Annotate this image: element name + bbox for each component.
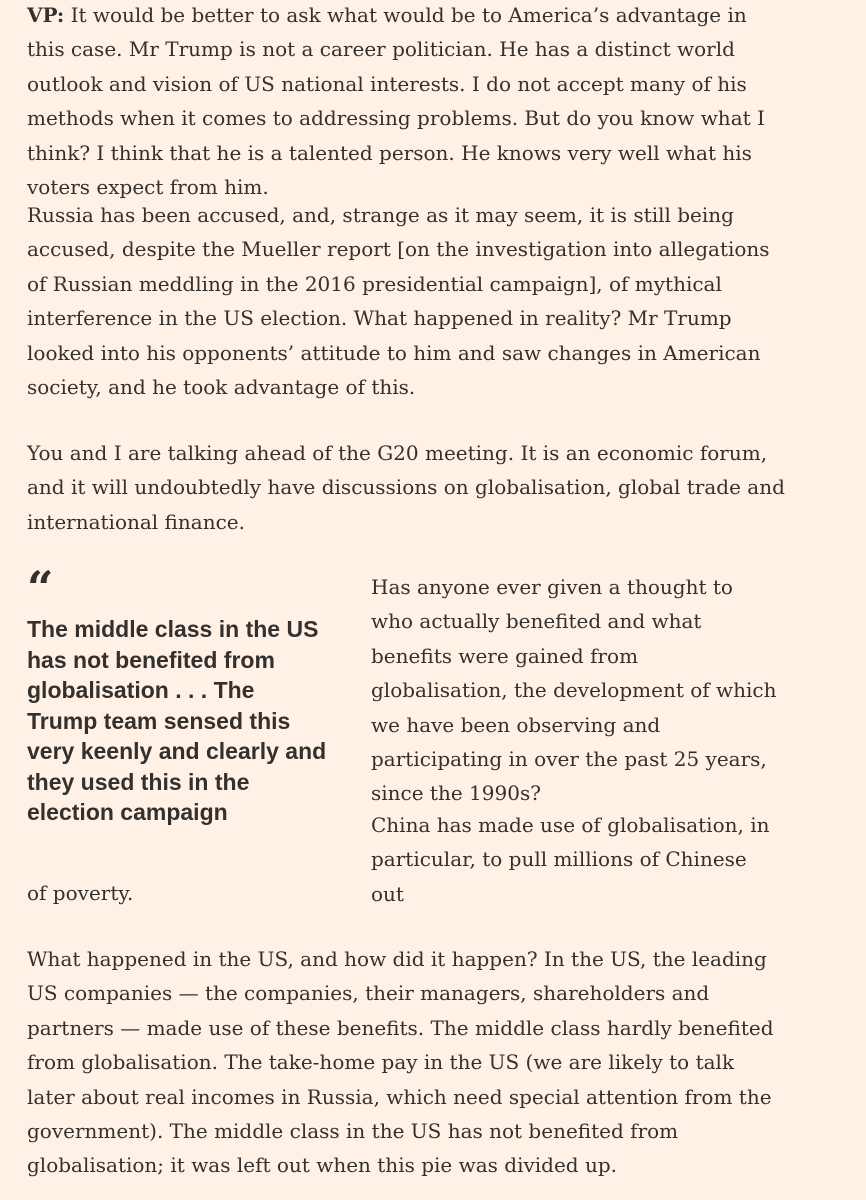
quote-mark-icon: “ [27,561,54,615]
paragraph-2: Russia has been accused, and, strange as it may seem, it is still being accused, despite the Mueller report [on the investigation into allegations of Russian meddling in the 2016 presidential campaign], of mythical interference in the US election. What happened in reality? Mr Trump looked into his opponents’ attitude to him and saw changes in American society, and he took advantage of this. [27,203,770,400]
paragraph-5-continuation: of poverty. [27,881,134,905]
paragraph-6: What happened in the US, and how did it happen? In the US, the leading US companies — the companies, their managers, shareholders and partners — made use of these benefits. The middle class hardly benefited from globalisation. The take-home pay in the US (we are likely to talk later about real incomes in Russia, which need special attention from the government). The middle class in the US has not benefited from globalisation; it was left out when this pie was divided up. [27,947,774,1178]
paragraph-4: Has anyone ever given a thought to who actually benefited and what benefits were gained from globalisation, the development of which we have been observing and participating in over the past 25 years, since the 1990s? [371,575,777,806]
pull-quote [27,561,327,828]
paragraph-5: China has made use of globalisation, in particular, to pull millions of Chinese out [371,813,770,906]
paragraph-3: You and I are talking ahead of the G20 meeting. It is an economic forum, and it will undoubtedly have discussions on globalisation, global trade and international finance. [27,441,785,534]
pull-quote-text: The middle class in the US has not benefited from globalisation . . . The Trump team sensed this very keenly and clearly and they used this in the election campaign [27,616,327,825]
speaker-label: VP: [27,3,65,27]
paragraph-1-text: It would be better to ask what would be to America’s advantage in this case. Mr Trump is not a career politician. He has a distinct world outlook and vision of US national interests. I do not accept many of his methods when it comes to addressing problems. But do you know what I think? I think that he is a talented person. He knows very well what his voters expect from him. [27,3,765,200]
paragraph-1 [27,0,787,204]
